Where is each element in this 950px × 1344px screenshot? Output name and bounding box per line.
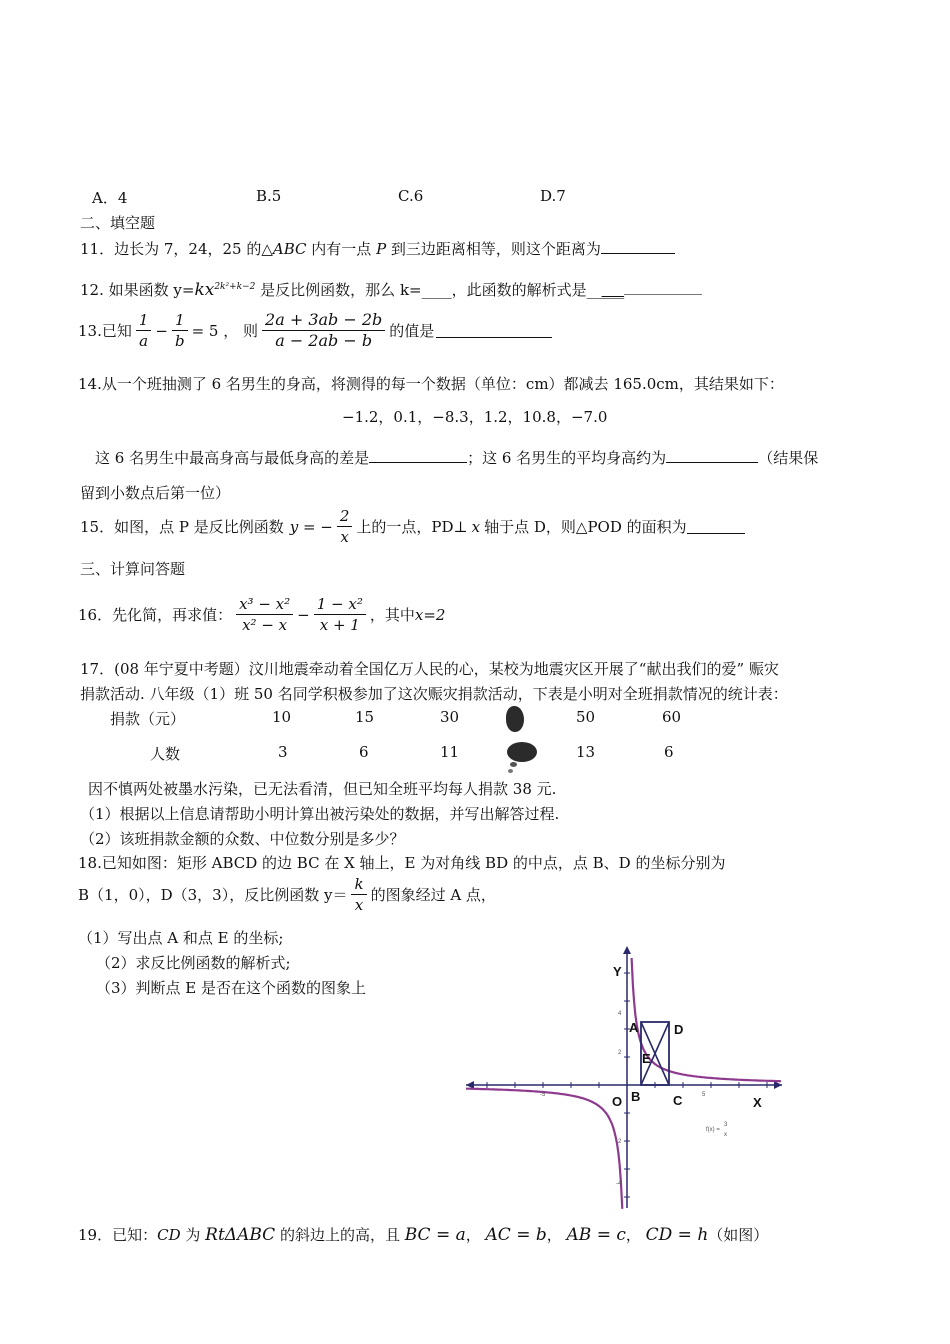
- table-header-amount: 捐款（元）: [110, 710, 186, 728]
- table-cell: 50: [576, 708, 596, 726]
- question-11: 11．边长为 7，24，25 的△ABC 内有一点 P 到三边距离相等，则这个距离为: [80, 238, 675, 259]
- point-b-label: B: [631, 1089, 641, 1104]
- section-fill-blank-heading: 二、填空题: [80, 214, 156, 232]
- hyperbola-branch-negative: [466, 1089, 622, 1209]
- question-14-line1: 14.从一个班抽测了 6 名男生的身高，将测得的每一个数据（单位：cm）都减去 165.0cm，其结果如下：: [78, 375, 784, 393]
- answer-blank[interactable]: [436, 323, 552, 338]
- answer-blank[interactable]: [624, 280, 702, 295]
- hyperbola-branch-positive: [632, 958, 781, 1081]
- tick-label: -2: [616, 1139, 622, 1145]
- answer-blank[interactable]: [369, 448, 467, 463]
- answer-blank[interactable]: [687, 519, 745, 534]
- question-18-sub2: （2）求反比例函数的解析式;: [96, 954, 291, 972]
- question-16: 16．先化简，再求值： $\frac{\text{x³ − x²}}{\text{x² − x}}$ − $\frac{\text{1 − x²}}{x + 1}$ ，其中 x=2: [78, 595, 446, 634]
- function-label-den: x: [724, 1132, 727, 1138]
- question-18-line2: B（1，0），D（3，3），反比例函数 y＝ $\frac{k}{x}$ 的图象经过 A 点，: [78, 875, 496, 914]
- point-d-label: D: [674, 1022, 684, 1037]
- table-cell: 3: [278, 743, 288, 761]
- table-cell: 10: [272, 708, 292, 726]
- table-cell: 13: [576, 743, 596, 761]
- choice-a: A．4: [92, 189, 128, 207]
- table-cell: 15: [355, 708, 375, 726]
- table-cell: 60: [662, 708, 682, 726]
- function-label-num: 3: [724, 1122, 728, 1128]
- ink-speck: [508, 769, 513, 773]
- question-14-line3: 这 6 名男生中最高身高与最低身高的差是 ；这 6 名男生的平均身高约为 （结果保: [95, 449, 819, 467]
- question-17-line1: 17．(08 年宁夏中考题）汶川地震牵动着全国亿万人民的心，某校为地震灾区开展了“献出我们的爱” 赈灾: [80, 660, 779, 678]
- function-label: f(x) =: [706, 1127, 720, 1133]
- answer-blank[interactable]: [666, 448, 758, 463]
- table-cell: 30: [440, 708, 460, 726]
- tick-label: 2: [618, 1050, 622, 1056]
- question-18-line1: 18.已知如图：矩形 ABCD 的边 BC 在 X 轴上，E 为对角线 BD 的中点，点 B、D 的坐标分别为: [78, 854, 726, 872]
- table-cell: 6: [359, 743, 369, 761]
- tick-label: -5: [540, 1092, 546, 1098]
- question-18-sub3: （3）判断点 E 是否在这个函数的图象上: [96, 979, 367, 997]
- choice-b: B.5: [256, 187, 282, 205]
- answer-blank[interactable]: [601, 239, 675, 254]
- table-cell: 6: [664, 743, 674, 761]
- section-calc-heading: 三、计算问答题: [80, 560, 186, 578]
- tick-label: 4: [618, 1011, 622, 1017]
- ink-speck: [510, 762, 517, 767]
- question-17-sub2: （2）该班捐款金额的众数、中位数分别是多少？: [80, 830, 405, 848]
- hyperbola-graph: [460, 940, 790, 1215]
- point-c-label: C: [673, 1093, 683, 1108]
- tick-label: 5: [702, 1092, 706, 1098]
- question-19: 19．已知：CD 为 RtΔABC 的斜边上的高，且 BC = a， AC = b， AB = c， CD = h（如图）: [78, 1225, 769, 1245]
- point-e-label: E: [642, 1051, 651, 1066]
- question-14-line4: 留到小数点后第一位）: [80, 484, 231, 502]
- y-axis-arrow: [623, 946, 631, 954]
- question-12: 12. 如果函数 $y=kx^{2k^2+k-2}$ 是反比例函数，那么 k=____，此函数的解析式是_____: [80, 279, 702, 300]
- ink-blot: [506, 706, 524, 732]
- table-cell: 11: [440, 743, 460, 761]
- y-axis-label: Y: [613, 964, 622, 979]
- question-15: 15．如图，点 P 是反比例函数 y = − $\frac{2}{x}$ 上的一点，PD⊥ x 轴于点 D，则△POD 的面积为: [80, 506, 745, 547]
- question-13: 13.已知 $\frac{1}{a}$ − $\frac{1}{b}$ = 5 ， 则 $\frac{2a + 3ab - 2b}{a - 2ab - b}$ 的值是: [78, 310, 552, 351]
- choice-d: D.7: [540, 187, 566, 205]
- origin-label: O: [612, 1094, 623, 1109]
- question-17-sub1: （1）根据以上信息请帮助小明计算出被污染处的数据，并写出解答过程.: [80, 805, 560, 823]
- question-17-line2: 捐款活动. 八年级（1）班 50 名同学积极参加了这次赈灾捐款活动，下表是小明对全班捐款情况的统计表：: [80, 685, 788, 703]
- question-17-note: 因不慎两处被墨水污染，已无法看清，但已知全班平均每人捐款 38 元.: [88, 780, 557, 798]
- tick-label: -4: [616, 1181, 622, 1187]
- table-header-count: 人数: [150, 745, 181, 763]
- question-18-sub1: （1）写出点 A 和点 E 的坐标;: [78, 929, 284, 947]
- choice-c: C.6: [398, 187, 424, 205]
- x-axis-label: X: [753, 1095, 762, 1110]
- point-a-label: A: [629, 1020, 639, 1035]
- question-14-data: −1.2，0.1，−8.3，1.2，10.8，−7.0: [342, 408, 608, 426]
- ink-blot: [507, 742, 537, 762]
